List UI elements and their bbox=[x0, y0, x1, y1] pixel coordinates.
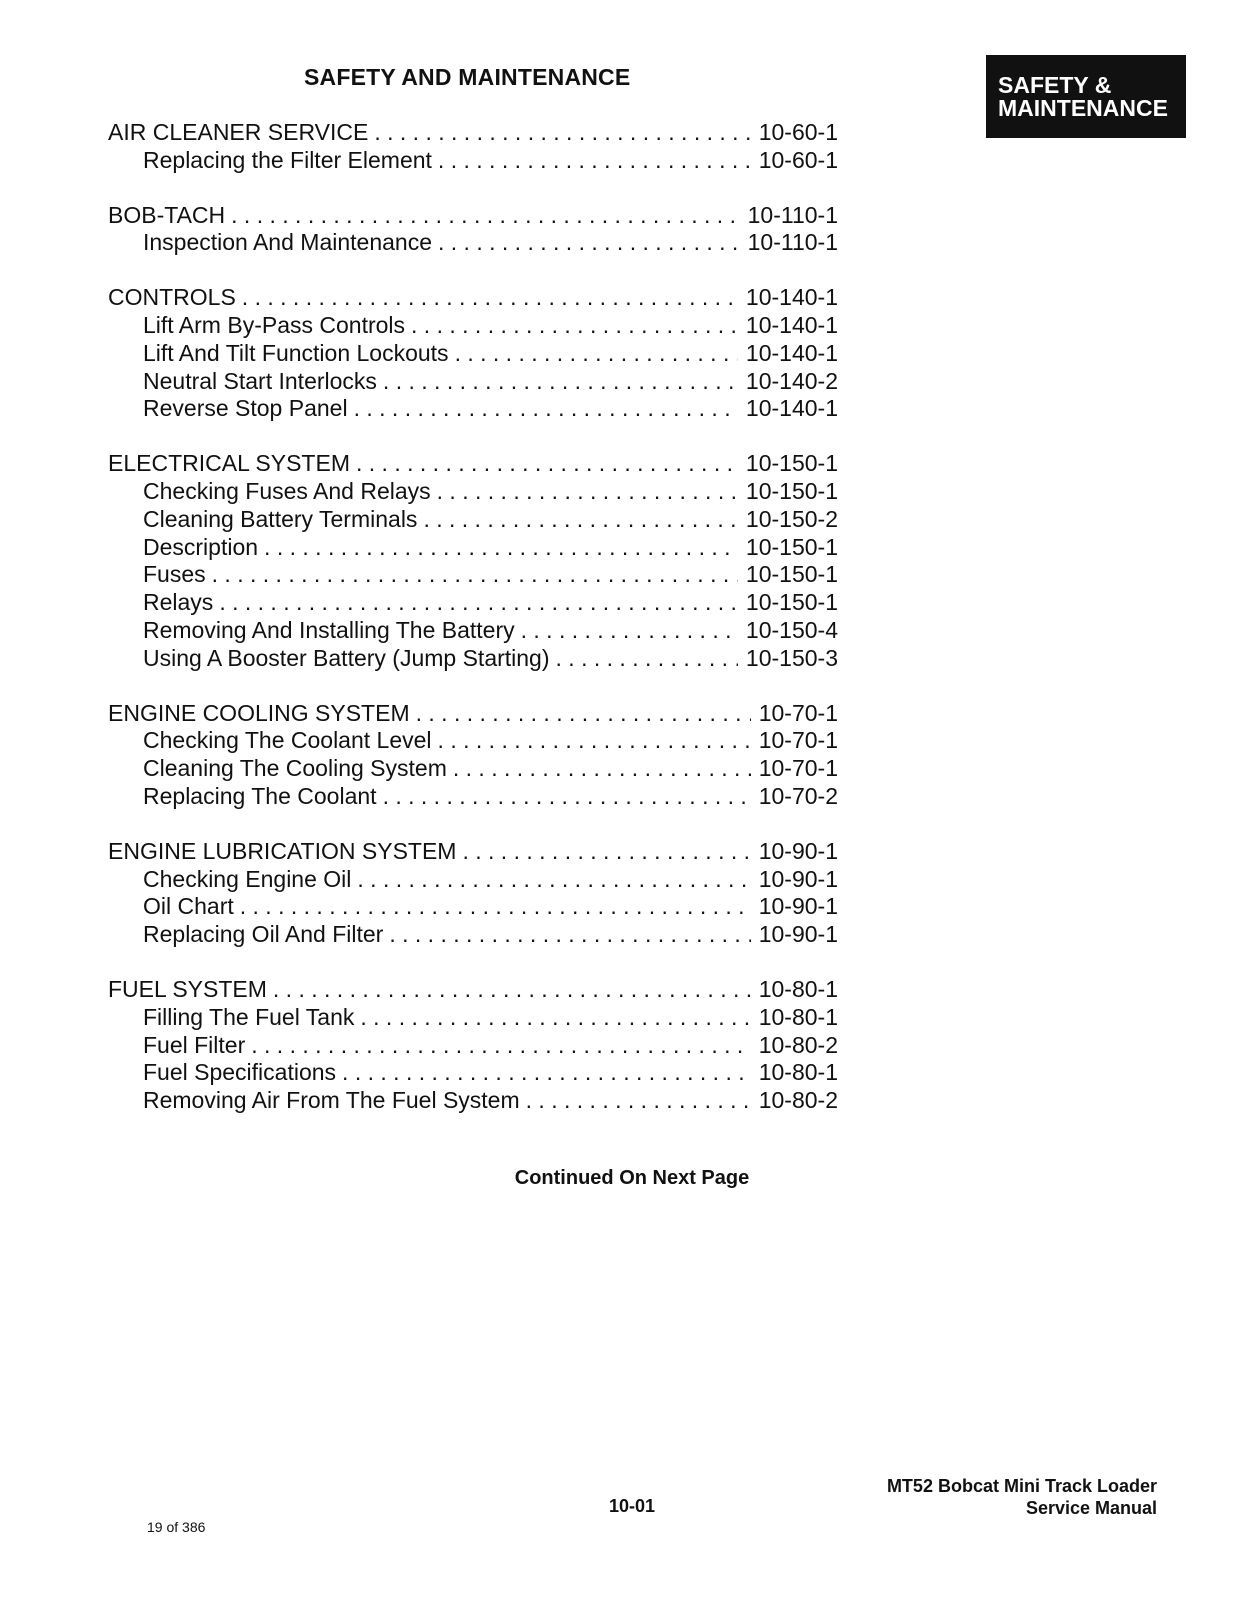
toc-entry-title: ELECTRICAL SYSTEM bbox=[108, 450, 350, 477]
footer-manual-line1: MT52 Bobcat Mini Track Loader bbox=[886, 1476, 1157, 1496]
toc-subentry[interactable] bbox=[108, 1059, 838, 1087]
toc-page-number: 10-150-4 bbox=[745, 616, 838, 643]
page-title: SAFETY AND MAINTENANCE bbox=[304, 64, 631, 90]
dot-leader bbox=[449, 340, 738, 368]
toc-entry-title: Filling The Fuel Tank bbox=[143, 1003, 355, 1030]
toc-entry-title: CONTROLS bbox=[108, 284, 236, 311]
toc-subentry[interactable] bbox=[108, 727, 838, 755]
toc-page-number: 10-70-1 bbox=[758, 727, 838, 754]
continued-note: Continued On Next Page bbox=[514, 1167, 750, 1189]
section-tab-line1: SAFETY & bbox=[998, 72, 1112, 98]
toc-page-number: 10-70-2 bbox=[758, 782, 838, 809]
dot-leader bbox=[351, 866, 750, 894]
toc-subentry[interactable] bbox=[108, 589, 838, 617]
toc-subentry[interactable] bbox=[108, 534, 838, 562]
footer-page-count: 19 of 386 bbox=[147, 1519, 206, 1535]
toc-section bbox=[108, 838, 838, 949]
toc-section bbox=[108, 284, 838, 423]
toc-page-number: 10-70-1 bbox=[758, 699, 838, 726]
toc-entry-title: Relays bbox=[143, 589, 214, 616]
toc-page-number: 10-150-1 bbox=[745, 450, 838, 477]
toc-subentry[interactable] bbox=[108, 617, 838, 645]
toc-page-number: 10-110-1 bbox=[747, 201, 838, 228]
section-tab bbox=[986, 55, 1186, 138]
dot-leader bbox=[417, 506, 737, 534]
toc-entry-title: Fuel Filter bbox=[143, 1031, 246, 1058]
toc-page-number: 10-90-1 bbox=[758, 893, 838, 920]
toc-page-number: 10-140-1 bbox=[745, 339, 838, 366]
toc-subentry[interactable] bbox=[108, 561, 838, 589]
toc-entry-title: FUEL SYSTEM bbox=[108, 975, 267, 1002]
toc-subentry[interactable] bbox=[108, 368, 838, 396]
toc-entry[interactable] bbox=[108, 450, 838, 478]
toc-subentry[interactable] bbox=[108, 1032, 838, 1060]
toc-entry-title: Lift Arm By-Pass Controls bbox=[143, 311, 406, 338]
footer-manual-line2: Service Manual bbox=[1025, 1498, 1157, 1518]
toc-page-number: 10-80-1 bbox=[758, 975, 838, 1002]
toc-page-number: 10-70-1 bbox=[758, 755, 838, 782]
toc-subentry[interactable] bbox=[108, 395, 838, 423]
dot-leader bbox=[258, 534, 738, 562]
toc-page-number: 10-140-1 bbox=[745, 311, 838, 338]
toc-page-number: 10-150-3 bbox=[745, 644, 838, 671]
toc-page-number: 10-60-1 bbox=[758, 119, 838, 145]
dot-leader bbox=[350, 450, 738, 478]
footer-manual-title bbox=[887, 1475, 1157, 1519]
toc-subentry[interactable] bbox=[108, 893, 838, 921]
toc-entry-title: Using A Booster Battery (Jump Starting) bbox=[143, 644, 550, 671]
toc-page-number: 10-140-2 bbox=[745, 367, 838, 394]
toc-entry-title: Inspection And Maintenance bbox=[143, 229, 432, 256]
toc-page-number: 10-90-1 bbox=[758, 865, 838, 892]
toc-entry-title: Checking The Coolant Level bbox=[143, 727, 432, 754]
toc-subentry[interactable] bbox=[108, 645, 838, 673]
toc-page-number: 10-140-1 bbox=[745, 284, 838, 311]
dot-leader bbox=[236, 284, 738, 312]
toc-entry-title: Replacing The Coolant bbox=[143, 782, 377, 809]
dot-leader bbox=[515, 617, 738, 645]
toc-subentry[interactable] bbox=[108, 312, 838, 340]
toc-entry-title: Oil Chart bbox=[143, 893, 234, 920]
toc-entry-title: Fuel Specifications bbox=[143, 1059, 337, 1086]
dot-leader bbox=[348, 395, 738, 423]
toc-section bbox=[108, 976, 838, 1115]
toc-entry-title: BOB-TACH bbox=[108, 201, 226, 228]
toc-entry[interactable] bbox=[108, 119, 838, 147]
toc-entry[interactable] bbox=[108, 202, 838, 230]
toc-page-number: 10-80-1 bbox=[758, 1003, 838, 1030]
toc-entry-title: Cleaning Battery Terminals bbox=[143, 505, 418, 532]
toc-page-number: 10-60-1 bbox=[758, 146, 838, 173]
toc-page-number: 10-150-2 bbox=[745, 505, 838, 532]
toc-subentry[interactable] bbox=[108, 783, 838, 811]
toc-section bbox=[108, 119, 838, 175]
dot-leader bbox=[336, 1059, 751, 1087]
dot-leader bbox=[520, 1087, 751, 1115]
toc-page-number: 10-140-1 bbox=[745, 395, 838, 422]
toc-page-number: 10-150-1 bbox=[745, 533, 838, 560]
dot-leader bbox=[550, 645, 738, 673]
dot-leader bbox=[267, 976, 751, 1004]
dot-leader bbox=[377, 368, 738, 396]
toc-subentry[interactable] bbox=[108, 755, 838, 783]
toc-entry-title: Neutral Start Interlocks bbox=[143, 367, 377, 394]
toc-page-number: 10-80-2 bbox=[758, 1031, 838, 1058]
dot-leader bbox=[432, 229, 740, 257]
dot-leader bbox=[234, 893, 751, 921]
toc-page-number: 10-90-1 bbox=[758, 921, 838, 948]
toc-entry-title: Description bbox=[143, 533, 259, 560]
dot-leader bbox=[368, 119, 750, 147]
toc-entry-title: Reverse Stop Panel bbox=[143, 395, 348, 422]
dot-leader bbox=[410, 700, 751, 728]
toc-section bbox=[108, 450, 838, 672]
toc-subentry[interactable] bbox=[108, 506, 838, 534]
toc-subentry[interactable] bbox=[108, 1087, 838, 1115]
toc-subentry[interactable] bbox=[108, 340, 838, 368]
toc-subentry[interactable] bbox=[108, 147, 838, 175]
dot-leader bbox=[431, 478, 738, 506]
toc-entry[interactable] bbox=[108, 284, 838, 312]
toc-entry-title: Cleaning The Cooling System bbox=[143, 755, 447, 782]
toc-entry-title: Removing And Installing The Battery bbox=[143, 616, 515, 643]
toc-entry-title: ENGINE LUBRICATION SYSTEM bbox=[108, 837, 457, 864]
dot-leader bbox=[206, 561, 738, 589]
section-tab-line2: MAINTENANCE bbox=[998, 95, 1168, 121]
toc-entry-title: Replacing the Filter Element bbox=[143, 146, 432, 173]
toc-entry[interactable] bbox=[108, 838, 838, 866]
toc-page-number: 10-150-1 bbox=[745, 477, 838, 504]
footer-page-number: 10-01 bbox=[608, 1496, 656, 1516]
toc-subentry[interactable] bbox=[108, 478, 838, 506]
toc-entry-title: ENGINE COOLING SYSTEM bbox=[108, 699, 410, 726]
toc-entry-title: Replacing Oil And Filter bbox=[143, 921, 384, 948]
dot-leader bbox=[225, 202, 739, 230]
dot-leader bbox=[456, 838, 750, 866]
dot-leader bbox=[377, 783, 751, 811]
toc-entry-title: AIR CLEANER SERVICE bbox=[108, 119, 369, 145]
toc-entry-title: Checking Engine Oil bbox=[143, 865, 352, 892]
toc-entry-title: Checking Fuses And Relays bbox=[143, 477, 431, 504]
dot-leader bbox=[383, 921, 750, 949]
toc-page-number: 10-80-2 bbox=[758, 1087, 838, 1114]
dot-leader bbox=[432, 727, 751, 755]
toc-subentry[interactable] bbox=[108, 921, 838, 949]
dot-leader bbox=[354, 1004, 750, 1032]
dot-leader bbox=[213, 589, 738, 617]
dot-leader bbox=[432, 147, 751, 175]
toc-entry[interactable] bbox=[108, 700, 838, 728]
toc-subentry[interactable] bbox=[108, 1004, 838, 1032]
toc-section bbox=[108, 700, 838, 811]
toc-entry-title: Removing Air From The Fuel System bbox=[143, 1087, 520, 1114]
toc-subentry[interactable] bbox=[108, 229, 838, 257]
toc-page-number: 10-150-1 bbox=[745, 589, 838, 616]
toc-entry-title: Lift And Tilt Function Lockouts bbox=[143, 339, 449, 366]
table-of-contents bbox=[108, 119, 838, 1142]
toc-page-number: 10-110-1 bbox=[747, 229, 838, 256]
dot-leader bbox=[405, 312, 738, 340]
toc-subentry[interactable] bbox=[108, 866, 838, 894]
toc-entry-title: Fuses bbox=[143, 561, 206, 588]
toc-section bbox=[108, 202, 838, 258]
toc-page-number: 10-80-1 bbox=[758, 1059, 838, 1086]
toc-page-number: 10-150-1 bbox=[745, 561, 838, 588]
dot-leader bbox=[447, 755, 751, 783]
toc-entry[interactable] bbox=[108, 976, 838, 1004]
dot-leader bbox=[245, 1032, 750, 1060]
toc-page-number: 10-90-1 bbox=[758, 837, 838, 864]
